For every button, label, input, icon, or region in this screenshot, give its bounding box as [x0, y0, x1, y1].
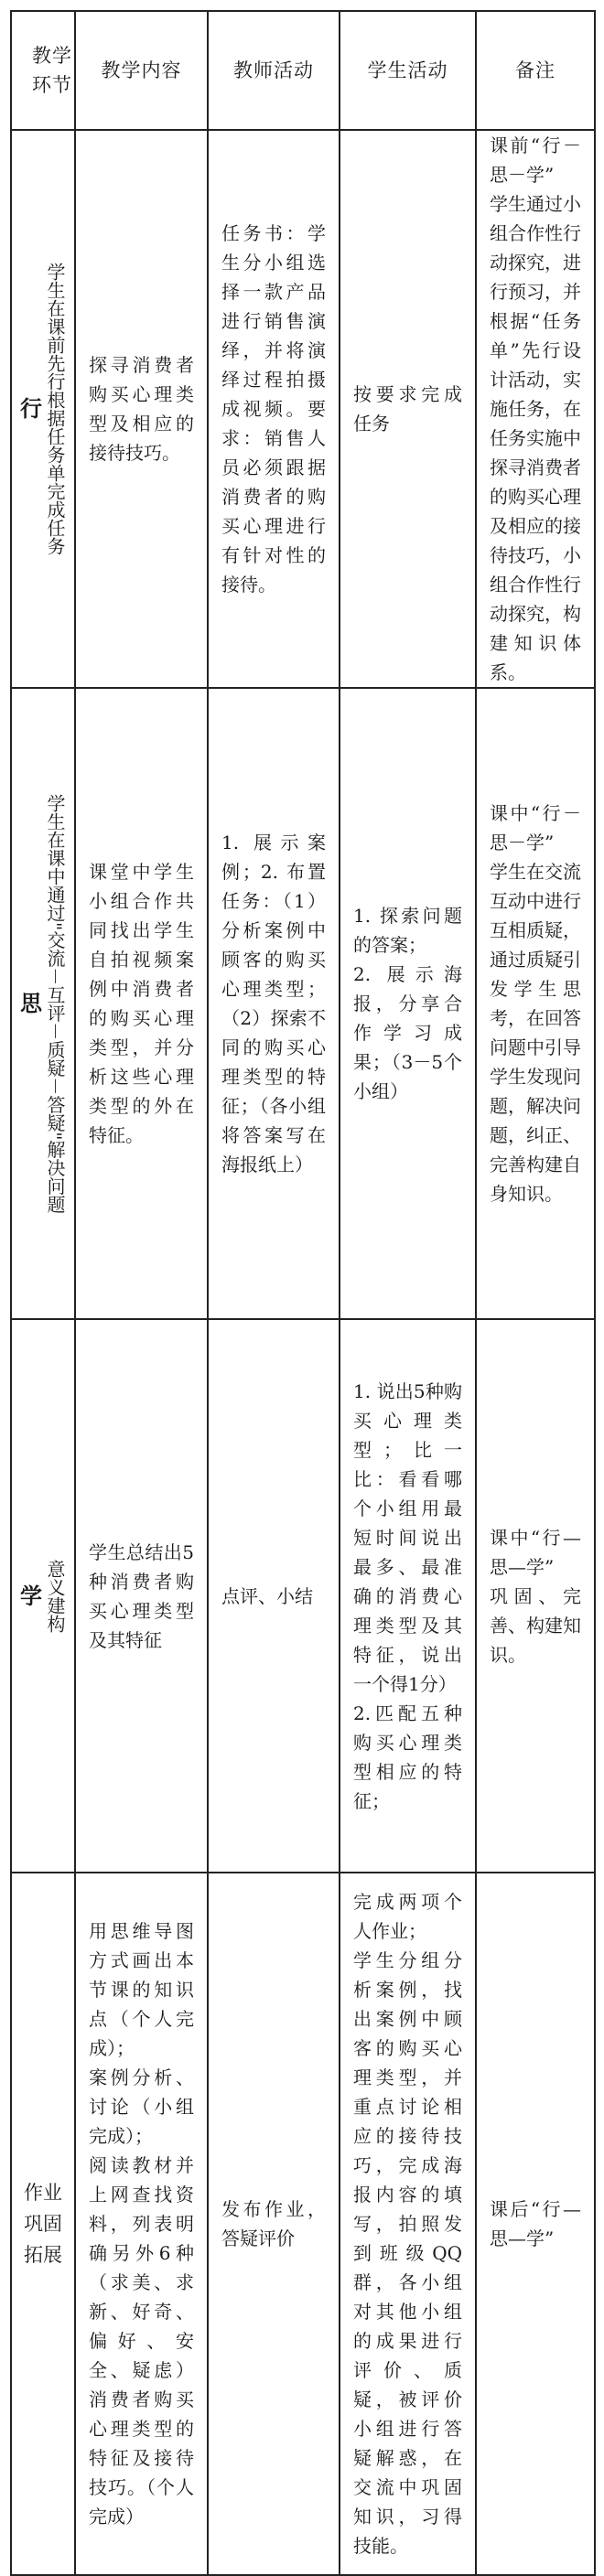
header-content: 教学内容 [75, 11, 208, 130]
content-cell: 学生总结出5种消费者购买心理类型及其特征 [75, 1319, 208, 1873]
header-stage: 教学环节 [11, 11, 75, 130]
teacher-cell: 1. 展示案例；2. 布置任务：（1）分析案例中顾客的购买心理类型；（2）探索不同的购买心理类型的特征；（各小组将答案写在海报纸上） [208, 688, 340, 1319]
lesson-plan-table [10, 10, 596, 2576]
stage-cell [11, 1873, 75, 2575]
header-row [11, 11, 595, 130]
stage-title: 思 [20, 990, 42, 1016]
note-cell: 课中“行－思－学” 学生在交流互动中进行互相质疑，通过质疑引发学生思考，在回答问题中引导学生发现问题，解决问题，纠正、完善构建自身知识。 [476, 688, 595, 1319]
student-cell: 按要求完成任务 [340, 130, 476, 688]
stage-subtitle: 意义建构 [44, 1559, 66, 1633]
table-row [11, 1319, 595, 1873]
content-cell: 课堂中学生小组合作共同找出学生自拍视频案例中消费者的购买心理类型，并分析这些心理类型的外在特征。 [75, 688, 208, 1319]
stage-subtitle: 学生在课中通过"交流－互评－质疑－答疑"解决问题 [44, 793, 66, 1214]
content-cell: 探寻消费者购买心理类型及相应的接待技巧。 [75, 130, 208, 688]
teacher-cell: 点评、小结 [208, 1319, 340, 1873]
table-row [11, 1873, 595, 2575]
stage-cell [11, 130, 75, 688]
note-cell: 课前“行－思－学” 学生通过小组合作性行动探究，进行预习，并根据“任务单”先行设计活动，实施任务，在任务实施中探寻消费者的购买心理及相应的接待技巧，小组合作性行动探究，构建知识体系。 [476, 130, 595, 688]
stage-cell [11, 688, 75, 1319]
header-student: 学生活动 [340, 11, 476, 130]
stage-title: 作业巩固拓展 [24, 2182, 62, 2266]
teacher-cell: 任务书：学生分小组选择一款产品进行销售演绎，并将演绎过程拍摄成视频。要求：销售人员必须跟据消费者的购买心理进行有针对性的接待。 [208, 130, 340, 688]
stage-cell [11, 1319, 75, 1873]
student-cell: 1. 探索问题的答案； 2. 展示海报，分享合作学习成果；（3－5个小组） [340, 688, 476, 1319]
header-teacher: 教师活动 [208, 11, 340, 130]
note-cell: 课后“行—思—学” [476, 1873, 595, 2575]
stage-title: 学 [20, 1582, 42, 1609]
stage-subtitle: 学生在课前先行根据任务单完成任务 [44, 263, 66, 555]
stage-title: 行 [20, 395, 42, 422]
teacher-cell: 发布作业，答疑评价 [208, 1873, 340, 2575]
header-note: 备注 [476, 11, 595, 130]
table-row [11, 688, 595, 1319]
note-cell: 课中“行—思—学” 巩固、完善、构建知识。 [476, 1319, 595, 1873]
content-cell: 用思维导图方式画出本节课的知识点（个人完成）； 案例分析、讨论（小组完成）； 阅读教材并上网查找资料，列表明确另外6种（求美、求新、好奇、偏好、安全、疑虑）消费者购买心理类型的特征及接待技巧。（个人完成） [75, 1873, 208, 2575]
table-row [11, 130, 595, 688]
student-cell: 完成两项个人作业； 学生分组分析案例，找出案例中顾客的购买心理类型，并重点讨论相应的接待技巧，完成海报内容的填写，拍照发到班级QQ群，各小组对其他小组的成果进行评价、质疑，被评价小组进行答疑解惑，在交流中巩固知识，习得技能。 [340, 1873, 476, 2575]
student-cell: 1. 说出5种购买心理类型；比一比：看看哪个小组用最短时间说出最多、最准确的消费心理类型及其特征，说出一个得1分） 2.匹配五种购买心理类型相应的特征； [340, 1319, 476, 1873]
